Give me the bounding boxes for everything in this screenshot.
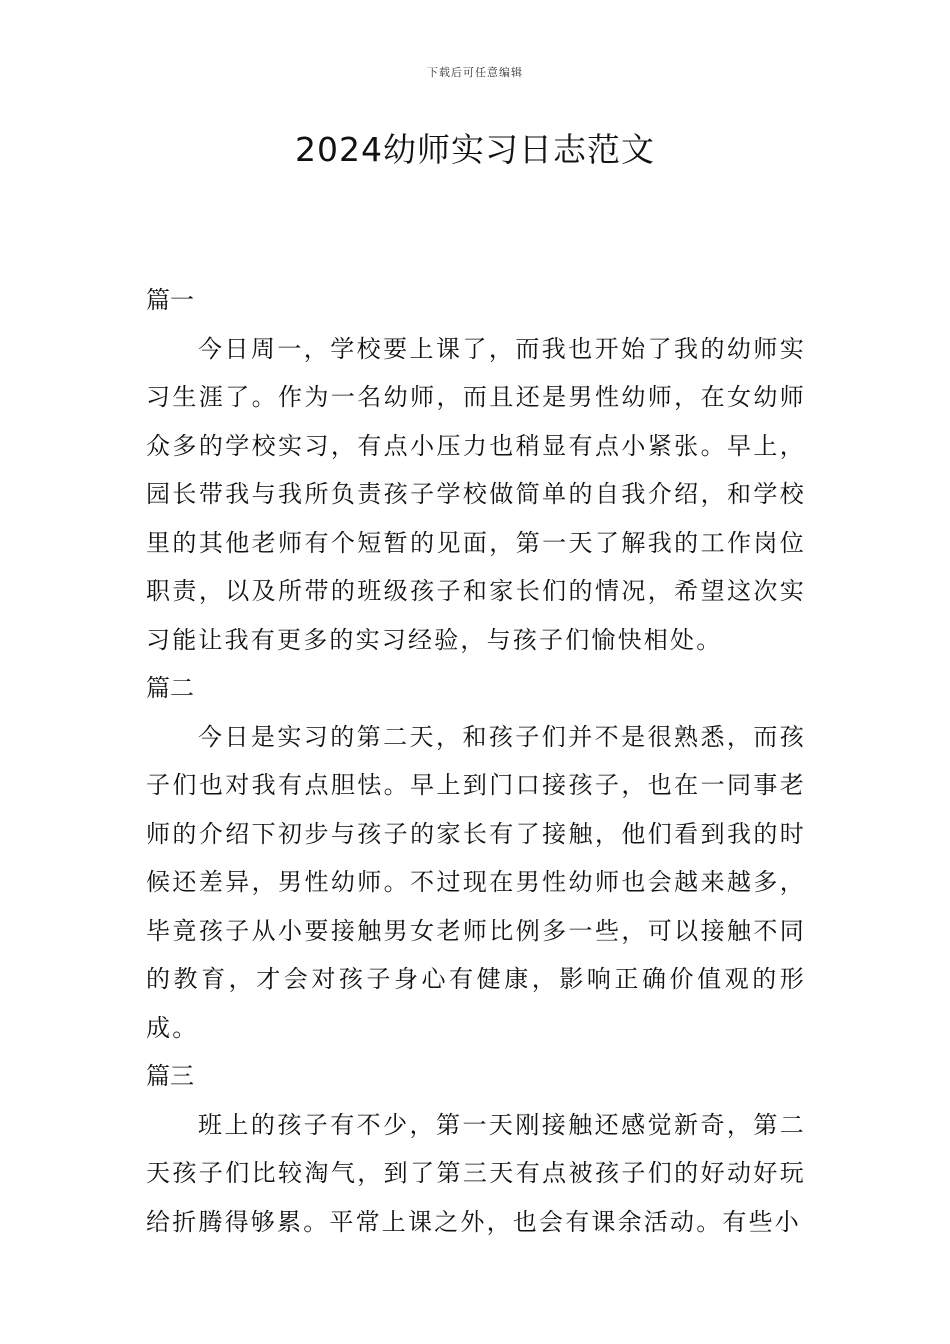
header-note: 下载后可任意编辑	[427, 66, 523, 79]
section-heading: 篇三	[146, 1062, 194, 1090]
section-paragraph: 今日是实习的第二天，和孩子们并不是很熟悉，而孩子们也对我有点胆怯。早上到门口接孩子，也在一同事老师的介绍下初步与孩子的家长有了接触，他们看到我的时候还差异，男性幼师。不过现在男性幼师也会越来越多，毕竟孩子从小要接触男女老师比例多一些，可以接触不同的教育，才会对孩子身心有健康，影响正确价值观的形成。	[146, 722, 806, 1042]
document-title: 2024幼师实习日志范文	[295, 130, 655, 169]
section-heading: 篇一	[146, 286, 194, 314]
section-paragraph: 班上的孩子有不少，第一天刚接触还感觉新奇，第二天孩子们比较淘气，到了第三天有点被孩子们的好动好玩给折腾得够累。平常上课之外，也会有课余活动。有些小	[146, 1110, 806, 1236]
section-3	[146, 1052, 806, 1246]
document-body	[146, 276, 806, 1246]
section-1	[146, 276, 806, 664]
section-heading: 篇二	[146, 674, 194, 702]
section-paragraph: 今日周一，学校要上课了，而我也开始了我的幼师实习生涯了。作为一名幼师，而且还是男性幼师，在女幼师众多的学校实习，有点小压力也稍显有点小紧张。早上，园长带我与我所负责孩子学校做简单的自我介绍，和学校里的其他老师有个短暂的见面，第一天了解我的工作岗位职责，以及所带的班级孩子和家长们的情况，希望这次实习能让我有更多的实习经验，与孩子们愉快相处。	[146, 334, 806, 654]
section-2	[146, 664, 806, 1052]
